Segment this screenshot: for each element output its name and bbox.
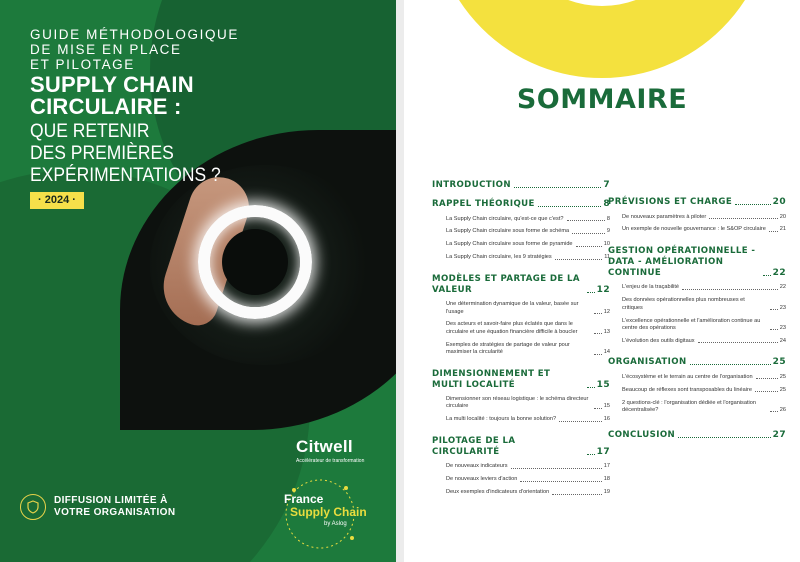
toc-section — [608, 197, 786, 234]
toc-item-label: La Supply Chain circulaire, qu'est-ce que c'est? — [446, 215, 564, 222]
toc-item-page: 18 — [603, 476, 610, 483]
dot-leader — [770, 329, 778, 330]
toc-item — [608, 387, 786, 394]
toc-item — [432, 342, 610, 357]
logo-line: by Aslog — [324, 521, 347, 527]
cover-subtitle — [30, 27, 239, 72]
toc-item — [432, 489, 610, 496]
dot-leader — [576, 246, 602, 247]
cover-subtitle-line: GUIDE MÉTHODOLOGIQUE — [30, 27, 240, 42]
toc-section — [608, 246, 786, 345]
toc-item-label: Une détermination dynamique de la valeur, basée sur l'usage — [446, 301, 579, 315]
dot-leader — [755, 391, 778, 392]
toc-section-heading — [432, 436, 610, 458]
toc-section-title: RAPPEL THÉORIQUE — [432, 199, 535, 209]
diffusion-line: DIFFUSION LIMITÉE À — [54, 495, 168, 506]
toc-item-page: 25 — [779, 386, 786, 393]
toc-column-right — [608, 197, 786, 441]
toc-item-label: 2 questions-clé : l'organisation dédiée et l'organisation décentralisée? — [622, 399, 756, 413]
toc-item-label: De nouveaux paramètres à piloter — [622, 213, 707, 220]
toc-item-page: 17 — [603, 463, 610, 470]
toc-item-label: L'écosystème et le terrain au centre de l'organisation — [622, 373, 753, 380]
toc-item-page: 22 — [779, 284, 786, 291]
dot-leader — [698, 342, 778, 343]
toc-item-label: La multi localité : toujours la bonne solution? — [446, 416, 557, 423]
cover-page — [0, 0, 396, 562]
toc-item-page: 23 — [779, 324, 786, 331]
toc-item — [432, 216, 610, 223]
toc-section — [432, 436, 610, 497]
toc-item — [608, 318, 786, 333]
toc-item-label: De nouveaux indicateurs — [446, 463, 508, 470]
dot-leader — [735, 204, 771, 205]
toc-item — [432, 416, 610, 423]
toc-item-label: De nouveaux leviers d'action — [446, 476, 518, 483]
cover-question-line: EXPÉRIMENTATIONS ? — [30, 165, 221, 186]
toc-item-label: Dimensionner son réseau logistique : le schéma directeur circulaire — [446, 396, 589, 410]
toc-section-page: 8 — [603, 199, 610, 209]
toc-item-label: Des acteurs et savoir-faire plus éclatés que dans le circulaire et une équation financière difficile à boucler — [446, 321, 578, 335]
dot-leader — [587, 454, 595, 455]
toc-item — [432, 301, 610, 316]
toc-item — [432, 476, 610, 483]
diffusion-line: VOTRE ORGANISATION — [54, 507, 176, 518]
toc-item-page: 9 — [606, 228, 610, 235]
dot-leader — [763, 275, 771, 276]
cover-subtitle-line: ET PILOTAGE — [30, 57, 135, 72]
toc-section — [432, 199, 610, 262]
cover-question — [30, 121, 221, 187]
citwell-tagline: Accélérateur de transformation — [296, 458, 365, 464]
toc-section-title: INTRODUCTION — [432, 180, 511, 190]
toc-section-heading — [608, 197, 786, 208]
toc-title: SOMMAIRE — [516, 84, 688, 115]
cover-title — [30, 74, 194, 118]
toc-section-title: CONCLUSION — [608, 430, 676, 441]
cover-question-line: DES PREMIÈRES — [30, 143, 174, 164]
diffusion-text — [54, 495, 175, 519]
toc-item-page: 12 — [603, 308, 610, 315]
contents-page — [404, 0, 800, 562]
dot-leader — [770, 309, 778, 310]
ring-center — [222, 229, 288, 295]
dot-leader — [511, 468, 602, 469]
toc-item — [608, 284, 786, 291]
dot-leader — [567, 220, 605, 221]
toc-section — [432, 369, 610, 424]
toc-section-heading — [608, 246, 786, 279]
toc-section-heading — [432, 369, 610, 391]
toc-item-label: Deux exemples d'indicateurs d'orientation — [446, 489, 550, 496]
diffusion-notice — [20, 494, 175, 520]
toc-item-page: 25 — [779, 373, 786, 380]
dot-leader — [709, 218, 778, 219]
toc-section-title: GESTION OPÉRATIONNELLE - DATA - AMÉLIORATION CONTINUE — [608, 245, 756, 278]
toc-column-left — [432, 180, 610, 497]
dot-leader — [559, 421, 602, 422]
dot-leader — [538, 206, 602, 207]
cover-question-line: QUE RETENIR — [30, 121, 150, 142]
cover-subtitle-line: DE MISE EN PLACE — [30, 42, 182, 57]
toc-item-page: 20 — [779, 213, 786, 220]
toc-section-page: 27 — [772, 430, 786, 441]
dot-leader — [682, 289, 778, 290]
toc-section — [608, 430, 786, 441]
dot-leader — [770, 411, 778, 412]
toc-section-heading — [432, 274, 610, 296]
toc-section-heading — [608, 430, 786, 441]
toc-item-page: 26 — [779, 406, 786, 413]
toc-section-title: MODÈLES ET PARTAGE DE LA VALEUR — [432, 273, 580, 295]
toc-section — [432, 274, 610, 357]
france-supply-chain-logo — [280, 478, 367, 554]
toc-item-page: 21 — [779, 226, 786, 233]
toc-section-heading — [432, 180, 610, 191]
toc-section-title: PILOTAGE DE LA CIRCULARITÉ — [432, 435, 516, 457]
toc-item-page: 8 — [606, 215, 610, 222]
decorative-yellow-arc — [432, 0, 772, 78]
toc-item — [432, 228, 610, 235]
toc-item-page: 23 — [779, 304, 786, 311]
toc-item-page: 14 — [603, 349, 610, 356]
toc-section-heading — [432, 199, 610, 210]
toc-item-label: Un exemple de nouvelle gouvernance : le S&OP circulaire — [622, 226, 766, 233]
logo-line: France — [284, 492, 324, 506]
toc-section-title: DIMENSIONNEMENT ET MULTI LOCALITÉ — [432, 368, 551, 390]
toc-section-heading — [608, 357, 786, 368]
toc-item — [608, 400, 786, 415]
dot-leader — [587, 387, 595, 388]
toc-item-label: La Supply Chain circulaire sous forme de schéma — [446, 228, 570, 235]
dot-leader — [594, 408, 602, 409]
toc-section — [608, 357, 786, 414]
year-badge: · 2024 · — [30, 192, 84, 209]
shield-icon — [20, 494, 46, 520]
toc-item — [608, 214, 786, 221]
toc-item-label: L'excellence opérationnelle et l'amélioration continue au centre des opérations — [622, 317, 761, 331]
toc-item — [608, 374, 786, 381]
toc-item-page: 16 — [603, 416, 610, 423]
toc-item-page: 15 — [603, 403, 610, 410]
dot-leader — [572, 233, 605, 234]
toc-section-page: 20 — [772, 197, 786, 207]
toc-item — [608, 338, 786, 345]
toc-item-page: 19 — [603, 489, 610, 496]
citwell-logo — [296, 437, 364, 464]
toc-section-page: 12 — [596, 284, 610, 295]
toc-item-page: 11 — [604, 254, 610, 261]
toc-section-title: ORGANISATION — [608, 357, 687, 368]
logo-line: Supply Chain — [290, 505, 367, 519]
dot-leader — [594, 333, 602, 334]
dot-leader — [594, 354, 602, 355]
toc-section-page: 25 — [772, 357, 786, 368]
toc-section-title: PRÉVISIONS ET CHARGE — [608, 197, 733, 207]
citwell-name: Citwell — [296, 437, 353, 456]
toc-item — [432, 463, 610, 470]
toc-item — [432, 254, 610, 261]
cover-title-line: SUPPLY CHAIN — [30, 72, 194, 97]
toc-item-label: Exemples de stratégies de partage de valeur pour maximiser la circularité — [446, 341, 570, 356]
toc-item-label: L'enjeu de la traçabilité — [622, 284, 680, 291]
toc-item — [432, 396, 610, 411]
toc-section-page: 17 — [596, 446, 610, 457]
dot-leader — [555, 259, 602, 260]
toc-item-label: Des données opérationnelles plus nombreuses et critiques — [622, 297, 745, 311]
toc-section-page: 22 — [772, 267, 786, 278]
toc-item-page: 24 — [779, 337, 786, 344]
toc-item — [608, 297, 786, 312]
toc-item-page: 10 — [603, 241, 610, 248]
dot-leader — [587, 292, 595, 293]
toc-item-label: La Supply Chain circulaire, les 9 stratégies — [446, 254, 552, 261]
dot-leader — [769, 231, 778, 232]
toc-item-page: 13 — [603, 328, 610, 335]
dot-leader — [594, 313, 602, 314]
toc-item — [432, 321, 610, 336]
cover-title-line: CIRCULAIRE : — [30, 94, 182, 119]
dot-leader — [552, 494, 602, 495]
toc-item-label: Beaucoup de réflexes sont transposables du linéaire — [622, 386, 752, 393]
toc-item-label: L'évolution des outils digitaux — [622, 337, 695, 344]
dot-leader — [690, 364, 771, 365]
dot-leader — [678, 437, 771, 438]
toc-item-label: La Supply Chain circulaire sous forme de pyramide — [446, 241, 573, 248]
toc-section-page: 15 — [596, 379, 610, 390]
toc-item — [608, 226, 786, 233]
toc-section-page: 7 — [603, 180, 610, 190]
dot-leader — [756, 378, 778, 379]
toc-section — [432, 180, 610, 191]
dot-leader — [520, 481, 601, 482]
dot-leader — [514, 187, 601, 188]
toc-item — [432, 241, 610, 248]
